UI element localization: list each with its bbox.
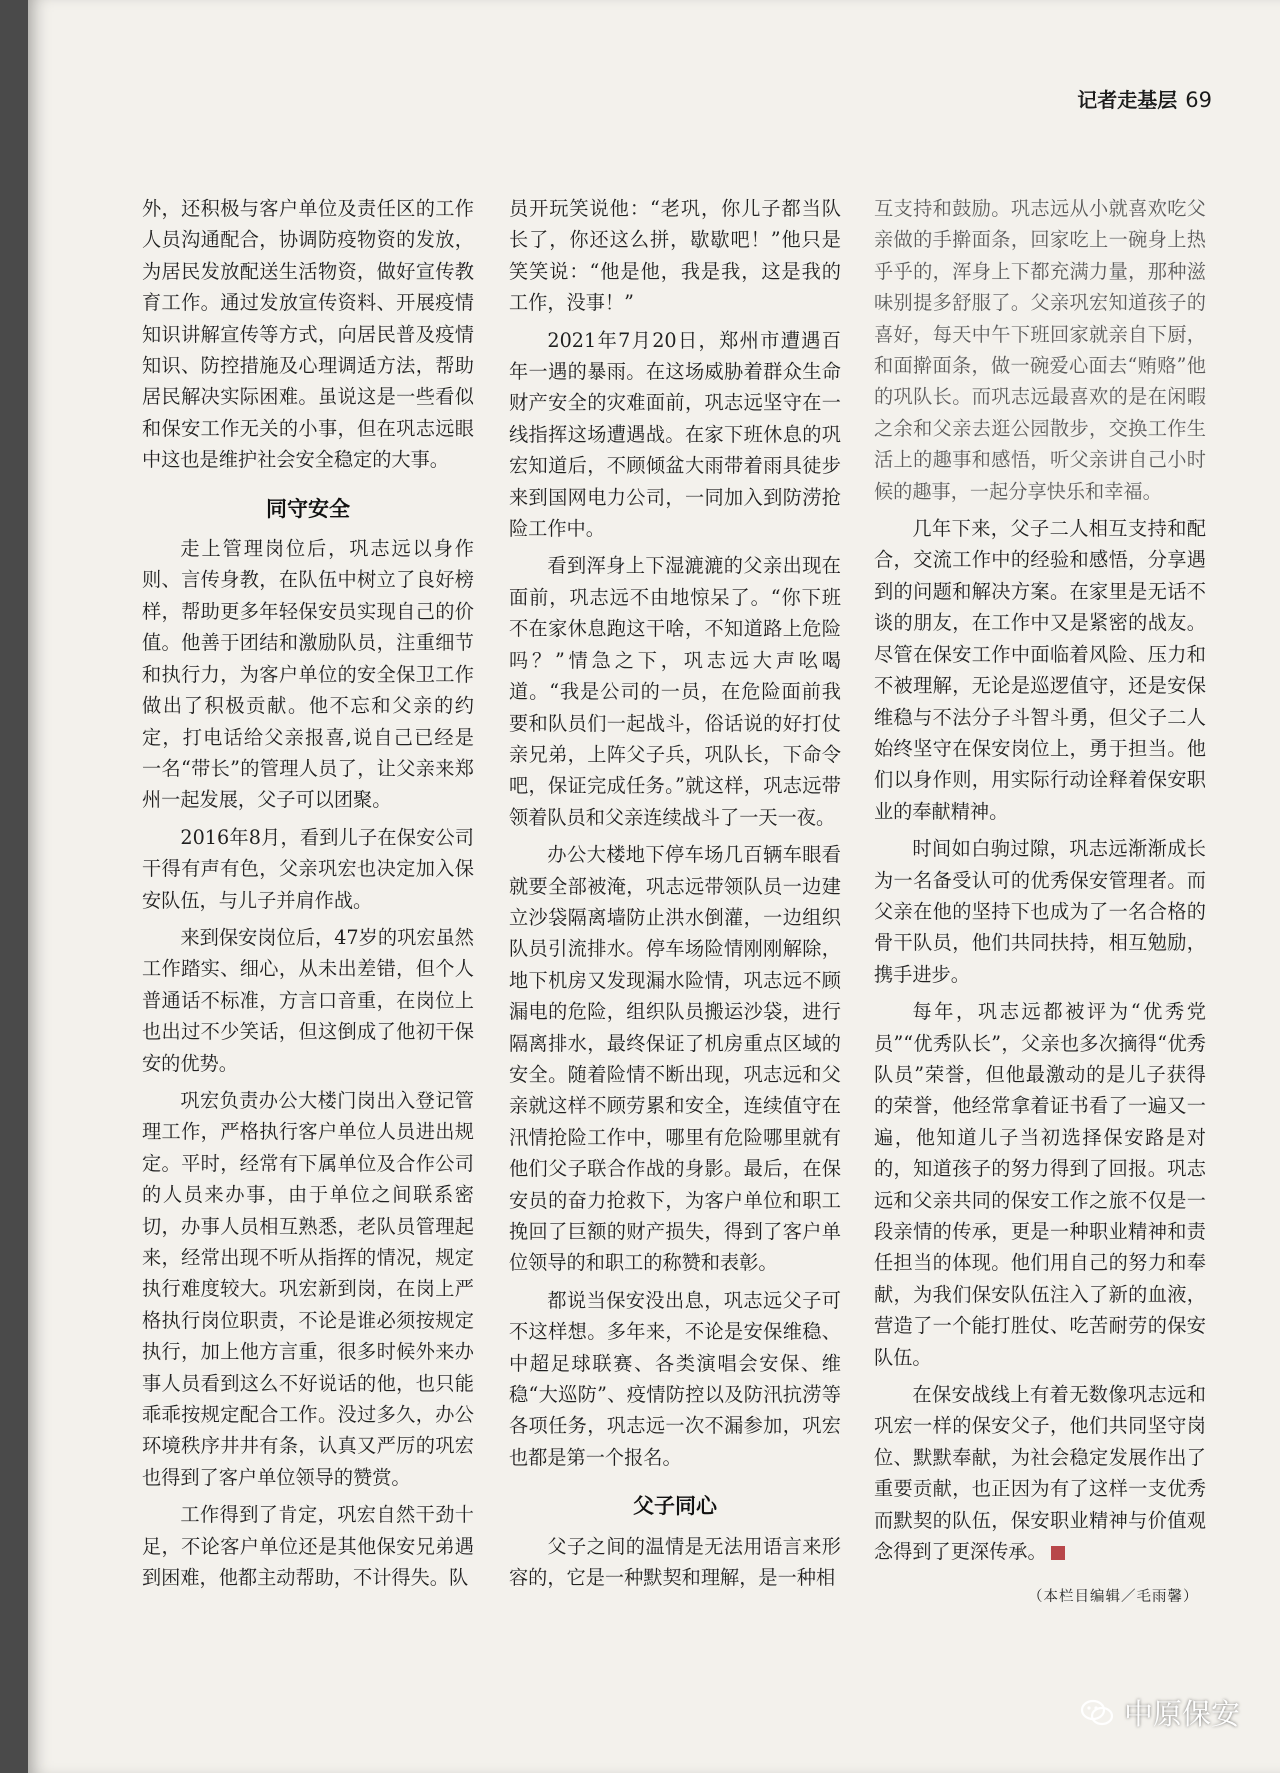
section-heading: 同守安全	[266, 496, 350, 521]
paragraph: 几年下来，父子二人相互支持和配合，交流工作中的经验和感悟，分享遇到的问题和解决方案。在家里是无话不谈的朋友，在工作中又是紧密的战友。尽管在保安工作中面临着风险、压力和不被理解，无论是巡逻值守，还是安保维稳与不法分子斗智斗勇，但父子二人始终坚守在保安岗位上，勇于担当。他们以身作则，用实际行动诠释着保安职业的奉献精神。	[874, 517, 1206, 823]
text-column-2	[509, 193, 841, 1599]
paragraph: 都说当保安没出息，巩志远父子可不这样想。多年来，不论是安保维稳、中超足球联赛、各类演唱会安保、维稳“大巡防”、疫情防控以及防汛抗涝等各项任务，巩志远一次不漏参加，巩宏也都是第一个报名。	[509, 1288, 841, 1469]
paragraph: 员开玩笑说他：“老巩，你儿子都当队长了，你还这么拼，歇歇吧！”他只是笑笑说：“他是他，我是我，这是我的工作，没事！”	[509, 197, 841, 315]
section-title: 记者走基层	[1077, 88, 1178, 112]
paragraph: 时间如白驹过隙，巩志远渐渐成长为一名备受认可的优秀保安管理者。而父亲在他的坚持下也成为了一名合格的骨干队员，他们共同扶持，相互勉励，携手进步。	[874, 837, 1206, 986]
paragraph: 2021年7月20日，郑州市遭遇百年一遇的暴雨。在这场威胁着群众生命财产安全的灾难面前，巩志远坚守在一线指挥这场遭遇战。在家下班休息的巩宏知道后，不顾倾盆大雨带着雨具徒步来到国网电力公司，一同加入到防涝抢险工作中。	[509, 328, 841, 541]
paragraph: 每年，巩志远都被评为“优秀党员”“优秀队长”，父亲也多次摘得“优秀队员”荣誉，但他最激动的是儿子获得的荣誉，他经常拿着证书看了一遍又一遍，他知道儿子当初选择保安路是对的，知道孩子的努力得到了回报。巩志远和父亲共同的保安工作之旅不仅是一段亲情的传承，更是一种职业精神和责任担当的体现。他们用自己的努力和奉献，为我们保安队伍注入了新的血液，营造了一个能打胜仗、吃苦耐劳的保安队伍。	[874, 1000, 1206, 1369]
watermark-text: 中原保安	[1123, 1697, 1240, 1731]
end-mark-icon	[1051, 1546, 1065, 1560]
paragraph-text: 在保安战线上有着无数像巩志远和巩宏一样的保安父子，他们共同坚守岗位、默默奉献，为社会稳定发展作出了重要贡献，也正因为有了这样一支优秀而默契的队伍，保安职业精神与价值观念得到了更深传承。	[874, 1383, 1206, 1564]
paragraph: 2016年8月，看到儿子在保安公司干得有声有色，父亲巩宏也决定加入保安队伍，与儿子并肩作战。	[142, 825, 474, 912]
paragraph: 办公大楼地下停车场几百辆车眼看就要全部被淹，巩志远带领队员一边建立沙袋隔离墙防止洪水倒灌，一边组织队员引流排水。停车场险情刚刚解除，地下机房又发现漏水险情，巩志远不顾漏电的危险，组织队员搬运沙袋，进行隔离排水，最终保证了机房重点区域的安全。随着险情不断出现，巩志远和父亲就这样不顾劳累和安全，连续值守在汛情抢险工作中，哪里有危险哪里就有他们父子联合作战的身影。最后，在保安员的奋力抢救下，为客户单位和职工挽回了巨额的财产损失，得到了客户单位领导的和职工的称赞和表彰。	[509, 843, 841, 1275]
paragraph	[874, 1379, 1206, 1567]
paragraph: 走上管理岗位后，巩志远以身作则、言传身教，在队伍中树立了良好榜样，帮助更多年轻保安员实现自己的价值。他善于团结和激励队员，注重细节和执行力，为客户单位的安全保卫工作做出了积极贡献。他不忘和父亲的约定，打电话给父亲报喜,说自己已经是一名“带长”的管理人员了，让父亲来郑州一起发展，父子可以团聚。	[142, 537, 474, 812]
text-column-1	[142, 193, 474, 1599]
paragraph: 工作得到了肯定，巩宏自然干劲十足，不论客户单位还是其他保安兄弟遇到困难，他都主动帮助，不计得失。队	[142, 1503, 474, 1590]
paragraph: 外，还积极与客户单位及责任区的工作人员沟通配合，协调防疫物资的发放，为居民发放配送生活物资，做好宣传教育工作。通过发放宣传资料、开展疫情知识讲解宣传等方式，向居民普及疫情知识、防控措施及心理调适方法，帮助居民解决实际困难。虽说这是一些看似和保安工作无关的小事，但在巩志远眼中这也是维护社会安全稳定的大事。	[142, 197, 474, 472]
wechat-icon	[1080, 1698, 1114, 1728]
paragraph: 互支持和鼓励。巩志远从小就喜欢吃父亲做的手擀面条，回家吃上一碗身上热乎乎的，浑身上下都充满力量，那种滋味别提多舒服了。父亲巩宏知道孩子的喜好，每天中午下班回家就亲自下厨，和面擀面条，做一碗爱心面去“贿赂”他的巩队长。而巩志远最喜欢的是在闲暇之余和父亲去逛公园散步，交换工作生活上的趣事和感悟，听父亲讲自己小时候的趣事，一起分享快乐和幸福。	[874, 197, 1206, 503]
paragraph: 看到浑身上下湿漉漉的父亲出现在面前，巩志远不由地惊呆了。“你下班不在家休息跑这干啥，不知道路上危险吗？”情急之下，巩志远大声吆喝道。“我是公司的一员，在危险面前我要和队员们一起战斗，俗话说的好打仗亲兄弟，上阵父子兵，巩队长，下命令吧，保证完成任务。”就这样，巩志远带领着队员和父亲连续战斗了一天一夜。	[509, 554, 841, 829]
text-column-3	[874, 193, 1206, 1573]
paragraph: 来到保安岗位后，47岁的巩宏虽然工作踏实、细心，从未出差错，但个人普通话不标准，方言口音重，在岗位上也出过不少笑话，但这倒成了他初干保安的优势。	[142, 925, 474, 1075]
watermark	[1080, 1692, 1240, 1733]
editor-credit: （本栏目编辑／毛雨馨）	[1028, 1589, 1199, 1605]
page-header	[1077, 84, 1212, 113]
section-heading: 父子同心	[633, 1494, 717, 1519]
page-number: 69	[1185, 88, 1212, 112]
paragraph: 父子之间的温情是无法用语言来形容的，它是一种默契和理解，是一种相	[509, 1534, 841, 1590]
magazine-page	[28, 0, 1280, 1773]
paragraph: 巩宏负责办公大楼门岗出入登记管理工作，严格执行客户单位人员进出规定。平时，经常有下属单位及合作公司的人员来办事，由于单位之间联系密切，办事人员相互熟悉，老队员管理起来，经常出现不听从指挥的情况，规定执行难度较大。巩宏新到岗，在岗上严格执行岗位职责，不论是谁必须按规定执行，加上他方言重，很多时候外来办事人员看到这么不好说话的他，也只能乖乖按规定配合工作。没过多久，办公环境秩序井井有条，认真又严厉的巩宏也得到了客户单位领导的赞赏。	[142, 1088, 474, 1489]
